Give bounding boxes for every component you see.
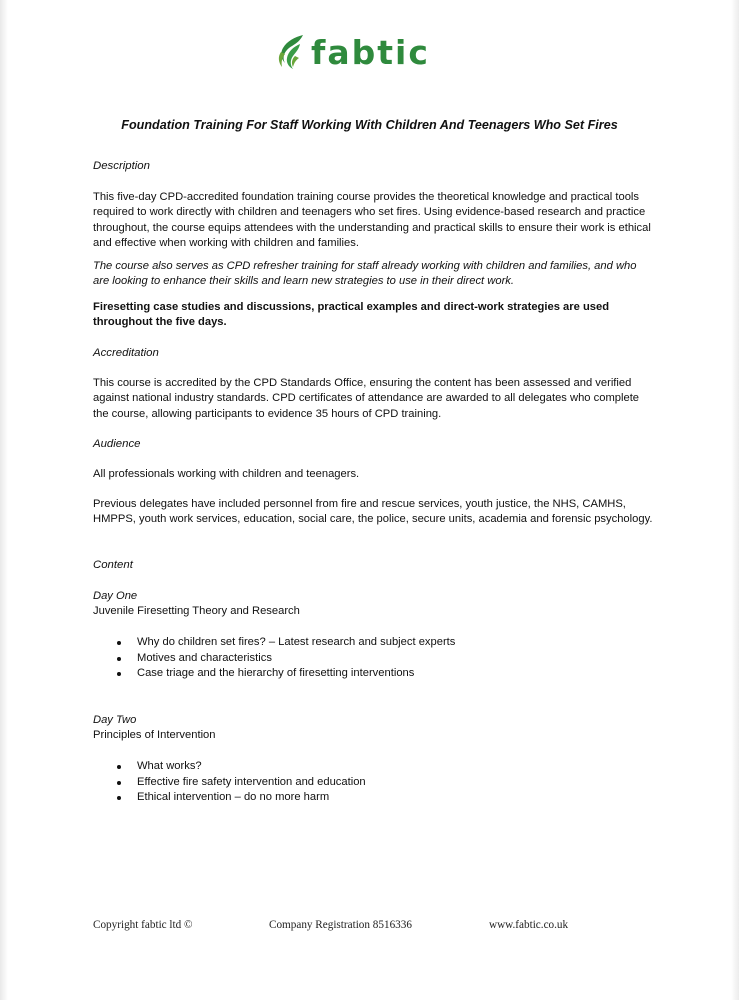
accreditation-heading: Accreditation [93,347,159,359]
footer-copyright: Copyright fabtic ltd © [93,919,193,931]
page-edge-right [731,0,739,1000]
day-two-topic: Principles of Intervention [93,729,216,741]
day-one-topic: Juvenile Firesetting Theory and Research [93,605,300,617]
page-edge-left [0,0,8,1000]
brand-name: fabtic [311,32,430,72]
day-two-list [93,759,366,806]
list-item: Effective fire safety intervention and education [93,775,366,791]
day-one-list [93,635,455,682]
accreditation-paragraph: This course is accredited by the CPD Standards Office, ensuring the content has been assessed and verified against national industry standards. CPD certificates of attendance are awarded to all delegates who complete the course, allowing participants to evidence 35 hours of CPD training. [93,377,640,420]
list-item: Motives and characteristics [93,651,455,667]
description-paragraph-3: Firesetting case studies and discussions, practical examples and direct-work strategies are used throughout the five days. [93,301,610,329]
audience-paragraph-2: Previous delegates have included personnel from fire and rescue services, youth justice, the NHS, CAMHS, HMPPS, youth work services, education, social care, the police, secure units, academia and forensic psychology. [93,498,653,526]
list-item: Why do children set fires? – Latest research and subject experts [93,635,455,651]
day-two-label: Day Two [93,714,137,726]
description-paragraph-2: The course also serves as CPD refresher training for staff already working with children and families, and who are looking to enhance their skills and learn new strategies to use in their direct work. [93,260,637,288]
description-paragraph-1: This five-day CPD-accredited foundation training course provides the theoretical knowledge and practical tools required to work directly with children and teenagers who set fires. Using evidence-based research and practice throughout, the course equips attendees with the understanding and practical skills to ensure their work is ethical and effective when working with children and families. [93,191,651,250]
list-item: What works? [93,759,366,775]
audience-heading: Audience [93,438,141,450]
fabtic-logo [273,30,430,74]
day-one-label: Day One [93,590,138,602]
footer-website: www.fabtic.co.uk [489,919,569,931]
list-item: Ethical intervention – do no more harm [93,790,366,806]
content-heading: Content [93,559,133,571]
description-heading: Description [93,160,150,172]
document-title: Foundation Training For Staff Working With Children And Teenagers Who Set Fires [121,118,618,132]
footer-registration: Company Registration 8516336 [269,919,412,931]
flame-leaf-icon [273,32,309,72]
list-item: Case triage and the hierarchy of firesetting interventions [93,666,455,682]
audience-paragraph-1: All professionals working with children and teenagers. [93,468,360,480]
